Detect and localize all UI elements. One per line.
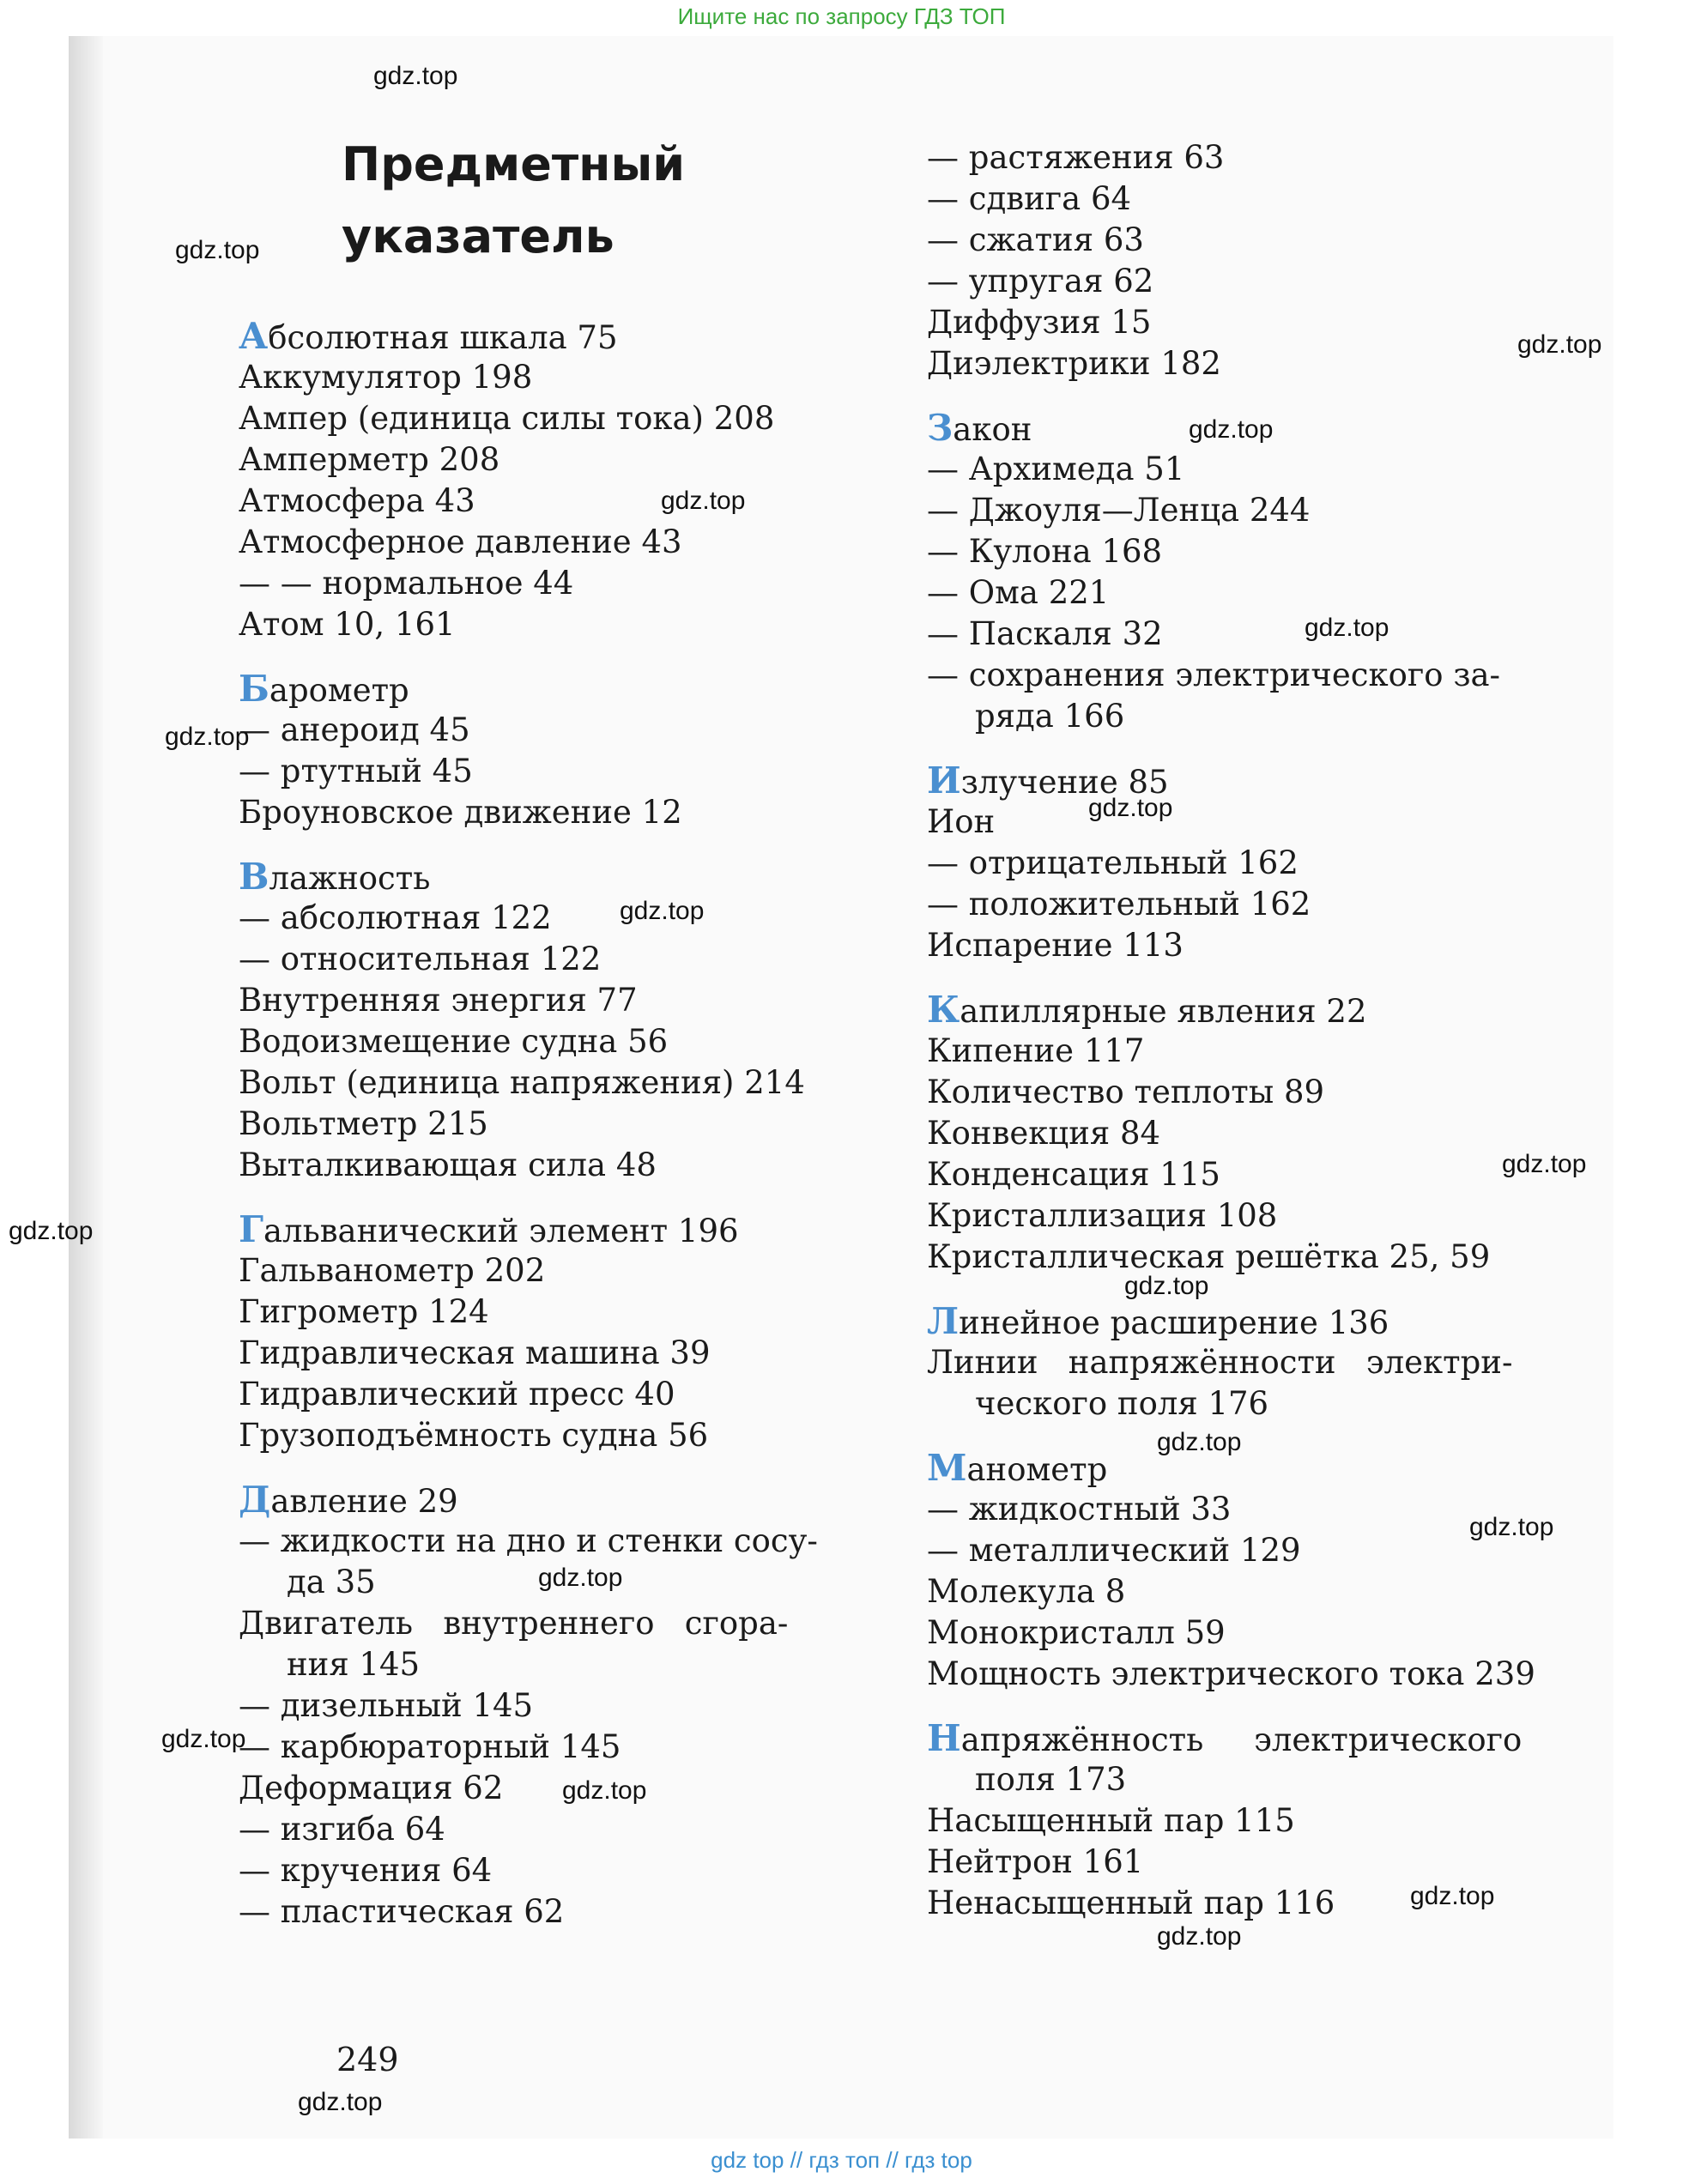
title-line-2: указатель — [342, 209, 614, 263]
index-entry — [927, 449, 1545, 490]
index-entry — [927, 760, 1545, 802]
index-entry — [927, 655, 1545, 696]
watermark: gdz.top — [1305, 614, 1389, 642]
index-entry-text: — анероид 45 — [239, 711, 470, 748]
index-entry — [927, 1301, 1545, 1342]
index-entry-text: Кристаллическая решётка 25, 59 — [927, 1238, 1491, 1275]
index-entry — [239, 1021, 839, 1062]
index-entry — [927, 989, 1545, 1031]
index-entry — [239, 563, 839, 604]
index-entry-text: — Ома 221 — [927, 574, 1110, 611]
index-entry — [239, 1521, 839, 1562]
index-entry-text: авление 29 — [270, 1483, 458, 1520]
index-entry-text: Конденсация 115 — [927, 1156, 1220, 1193]
index-entry — [927, 1072, 1545, 1113]
index-entry — [239, 1685, 839, 1727]
index-entry — [927, 1842, 1545, 1883]
watermark: gdz.top — [165, 723, 250, 751]
index-entry — [239, 439, 839, 481]
index-entry-text: Водоизмещение судна 56 — [239, 1023, 669, 1060]
index-entry-text: Гидравлический пресс 40 — [239, 1376, 675, 1413]
section-letter: М — [927, 1447, 967, 1489]
index-entry — [927, 1612, 1545, 1654]
index-entry-text: ческого поля 176 — [975, 1385, 1269, 1422]
index-entry-text: — дизельный 145 — [239, 1687, 534, 1724]
index-entry-text: — Джоуля—Ленца 244 — [927, 492, 1311, 529]
index-entry — [927, 1154, 1545, 1195]
index-entry — [239, 316, 839, 357]
index-entry-text: — изгиба 64 — [239, 1811, 445, 1848]
index-entry — [927, 1489, 1545, 1530]
index-entry — [239, 604, 839, 645]
index-entry — [239, 1727, 839, 1768]
index-entry — [239, 751, 839, 792]
index-entry — [239, 856, 839, 898]
index-entry-text: бсолютная шкала 75 — [268, 319, 618, 356]
index-entry-text: Вольтметр 215 — [239, 1105, 488, 1142]
index-entry — [927, 1718, 1545, 1759]
section-letter: В — [239, 856, 269, 898]
section-gap — [239, 833, 839, 856]
index-entry — [239, 1292, 839, 1333]
watermark: gdz.top — [1189, 415, 1274, 444]
index-entry-text: — Архимеда 51 — [927, 451, 1185, 487]
index-entry — [927, 178, 1545, 220]
index-entry-text: Кристаллизация 108 — [927, 1197, 1278, 1234]
index-entry — [927, 1195, 1545, 1237]
section-gap — [927, 737, 1545, 760]
index-entry — [927, 614, 1545, 655]
index-entry-text: арометр — [269, 672, 409, 709]
section-gap — [927, 1695, 1545, 1718]
index-entry-text: Ненасыщенный пар 116 — [927, 1885, 1335, 1921]
index-entry-text: акон — [953, 411, 1032, 448]
index-entry-text: Количество теплоты 89 — [927, 1074, 1325, 1110]
index-entry-text: — пластическая 62 — [239, 1893, 565, 1930]
index-entry — [239, 792, 839, 833]
index-entry — [239, 1479, 839, 1521]
index-entry — [927, 490, 1545, 531]
index-entry — [239, 669, 839, 710]
index-entry — [239, 1850, 839, 1891]
index-entry — [927, 1237, 1545, 1278]
index-entry — [927, 802, 1545, 843]
index-entry — [927, 1654, 1545, 1695]
index-entry — [927, 572, 1545, 614]
watermark: gdz.top — [1410, 1882, 1495, 1910]
index-entry-text: злучение 85 — [960, 764, 1169, 801]
section-gap — [239, 1456, 839, 1479]
section-gap — [927, 966, 1545, 989]
index-entry-text: Атмосфера 43 — [239, 482, 475, 519]
watermark: gdz.top — [1469, 1513, 1554, 1541]
index-entry-text: — — нормальное 44 — [239, 565, 574, 602]
index-entry-text: альванический элемент 196 — [263, 1213, 739, 1249]
index-entry — [239, 1891, 839, 1933]
index-entry — [927, 884, 1545, 925]
watermark: gdz.top — [620, 897, 705, 925]
watermark: gdz.top — [373, 62, 458, 90]
index-entry — [239, 980, 839, 1021]
index-entry-text: Выталкивающая сила 48 — [239, 1146, 657, 1183]
index-column-left — [239, 316, 839, 1933]
index-entry — [239, 939, 839, 980]
index-entry-text: Гальванометр 202 — [239, 1252, 546, 1289]
index-entry — [927, 137, 1545, 178]
index-entry-text: — относительная 122 — [239, 941, 602, 977]
index-entry-text: Гидравлическая машина 39 — [239, 1334, 711, 1371]
index-entry — [927, 1571, 1545, 1612]
index-entry — [927, 343, 1545, 384]
index-entry-text: Вольт (единица напряжения) 214 — [239, 1064, 805, 1101]
index-entry-text: Двигатель внутреннего сгора- — [239, 1605, 789, 1642]
index-entry-text: Испарение 113 — [927, 927, 1184, 964]
title-line-1: Предметный — [342, 137, 686, 191]
index-entry-text: Амперметр 208 — [239, 441, 500, 478]
index-entry-text: Кипение 117 — [927, 1032, 1145, 1069]
index-entry — [239, 1644, 839, 1685]
index-entry-text: апряжённость электрического — [960, 1721, 1523, 1758]
index-entry — [239, 1603, 839, 1644]
index-entry — [239, 1333, 839, 1374]
index-entry-text: Деформация 62 — [239, 1770, 504, 1806]
index-entry-text: Броуновское движение 12 — [239, 794, 682, 831]
section-gap — [927, 384, 1545, 408]
index-entry-text: — кручения 64 — [239, 1852, 493, 1889]
index-entry-text: Диффузия 15 — [927, 304, 1152, 341]
index-entry-text: Конвекция 84 — [927, 1115, 1161, 1152]
index-entry — [239, 1145, 839, 1186]
index-entry-text: Грузоподъёмность судна 56 — [239, 1417, 709, 1454]
watermark: gdz.top — [538, 1564, 623, 1592]
index-entry-text: Атмосферное давление 43 — [239, 523, 682, 560]
index-entry — [927, 1031, 1545, 1072]
watermark: gdz.top — [1157, 1428, 1242, 1456]
index-entry — [239, 710, 839, 751]
index-entry — [239, 1209, 839, 1250]
section-gap — [239, 1186, 839, 1209]
index-entry-text: ряда 166 — [975, 698, 1125, 735]
index-entry — [239, 1062, 839, 1104]
index-entry-text: — упругая 62 — [927, 263, 1154, 299]
watermark: gdz.top — [175, 236, 260, 264]
watermark: gdz.top — [1124, 1272, 1209, 1300]
footer-links[interactable]: gdz top // гдз топ // гдз top — [711, 2147, 972, 2173]
index-entry — [927, 696, 1545, 737]
index-entry-text: Атом 10, 161 — [239, 606, 456, 643]
index-entry — [927, 1530, 1545, 1571]
index-entry — [927, 925, 1545, 966]
section-gap — [239, 645, 839, 669]
watermark: gdz.top — [661, 487, 746, 515]
index-entry — [239, 1374, 839, 1415]
section-letter: Д — [239, 1479, 271, 1521]
index-entry — [927, 1800, 1545, 1842]
index-entry-text: — сохранения электрического за- — [927, 656, 1501, 693]
index-entry — [927, 531, 1545, 572]
section-letter: З — [927, 407, 953, 449]
index-entry-text: Ампер (единица силы тока) 208 — [239, 400, 775, 437]
index-entry-text: — отрицательный 162 — [927, 844, 1299, 881]
index-entry-text: ния 145 — [287, 1646, 421, 1683]
watermark: gdz.top — [562, 1776, 647, 1805]
index-entry-text: — Кулона 168 — [927, 533, 1163, 570]
index-entry-text: — абсолютная 122 — [239, 899, 552, 936]
search-banner[interactable]: Ищите нас по запросу ГДЗ ТОП — [677, 3, 1006, 29]
index-entry — [239, 481, 839, 522]
watermark: gdz.top — [1088, 794, 1173, 822]
index-entry-text: Внутренняя энергия 77 — [239, 982, 638, 1019]
section-letter: И — [927, 759, 961, 802]
section-gap — [927, 1278, 1545, 1301]
index-entry-text: Насыщенный пар 115 — [927, 1802, 1295, 1839]
watermark: gdz.top — [1502, 1150, 1587, 1178]
index-entry-text: да 35 — [287, 1564, 376, 1600]
index-entry — [239, 1809, 839, 1850]
section-letter: Г — [239, 1208, 263, 1250]
index-entry-text: Линии напряжённости электри- — [927, 1344, 1513, 1381]
watermark: gdz.top — [298, 2088, 383, 2116]
index-entry — [239, 898, 839, 939]
index-entry — [239, 522, 839, 563]
index-entry-text: Ион — [927, 803, 996, 840]
index-entry — [239, 1415, 839, 1456]
index-entry-text: Диэлектрики 182 — [927, 345, 1221, 382]
watermark: gdz.top — [9, 1217, 94, 1245]
index-entry-text: Мощность электрического тока 239 — [927, 1655, 1535, 1692]
index-entry-text: лажность — [269, 860, 431, 897]
index-entry-text: апиллярные явления 22 — [960, 993, 1367, 1030]
section-letter: Л — [927, 1300, 960, 1342]
index-entry-text: поля 173 — [975, 1761, 1127, 1798]
index-entry-text: — сдвига 64 — [927, 180, 1132, 217]
index-entry — [239, 1250, 839, 1292]
index-entry-text: инейное расширение 136 — [959, 1304, 1389, 1341]
watermark: gdz.top — [161, 1725, 246, 1753]
index-entry — [239, 357, 839, 398]
index-entry-text: — сжатия 63 — [927, 221, 1144, 258]
index-entry-text: — жидкостный 33 — [927, 1491, 1232, 1528]
page-title — [342, 129, 685, 273]
index-entry — [239, 398, 839, 439]
index-entry-text: — Паскаля 32 — [927, 615, 1163, 652]
index-entry-text: Аккумулятор 198 — [239, 359, 533, 396]
section-letter: Б — [239, 668, 269, 710]
index-entry — [927, 220, 1545, 261]
index-entry-text: — металлический 129 — [927, 1532, 1301, 1569]
index-entry-text: Нейтрон 161 — [927, 1843, 1144, 1880]
page-number: 249 — [336, 2041, 399, 2078]
index-entry-text: Гигрометр 124 — [239, 1293, 489, 1330]
index-entry — [927, 1383, 1545, 1425]
index-entry-text: Монокристалл 59 — [927, 1614, 1226, 1651]
index-entry — [927, 1342, 1545, 1383]
index-entry — [927, 302, 1545, 343]
index-entry-text: — карбюраторный 145 — [239, 1728, 621, 1765]
section-letter: К — [927, 989, 960, 1031]
index-entry-text: — жидкости на дно и стенки сосу- — [239, 1522, 818, 1559]
index-entry — [927, 1759, 1545, 1800]
index-entry-text: — ртутный 45 — [239, 753, 473, 790]
index-entry-text: Молекула 8 — [927, 1573, 1126, 1610]
index-entry-text: — положительный 162 — [927, 886, 1311, 923]
watermark: gdz.top — [1157, 1922, 1242, 1951]
index-entry — [239, 1768, 839, 1809]
index-entry — [239, 1104, 839, 1145]
watermark: gdz.top — [1517, 330, 1602, 359]
index-entry — [927, 261, 1545, 302]
section-letter: А — [239, 315, 269, 357]
index-entry — [927, 1113, 1545, 1154]
index-entry-text: анометр — [966, 1451, 1108, 1488]
index-entry-text: — растяжения 63 — [927, 139, 1225, 176]
page-spine-shadow — [69, 36, 103, 2139]
index-column-right — [927, 137, 1545, 1924]
section-letter: Н — [927, 1717, 961, 1759]
index-entry — [927, 843, 1545, 884]
